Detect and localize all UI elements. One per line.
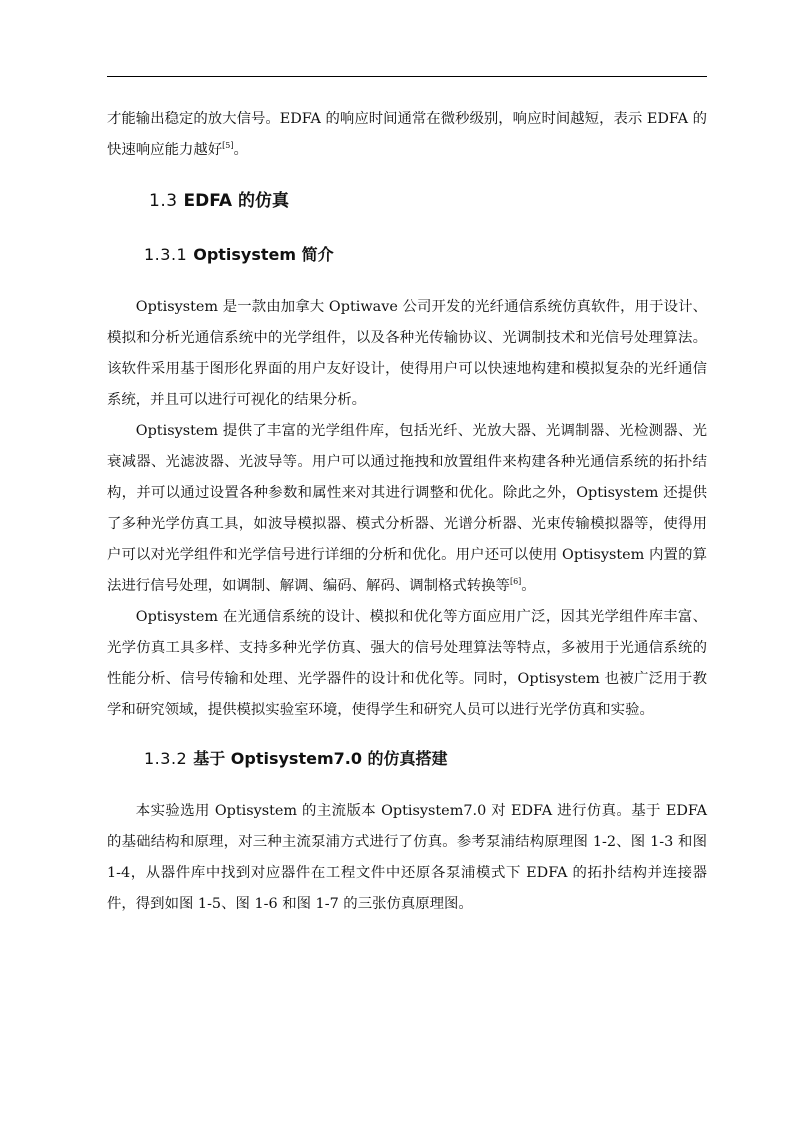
- section-title: EDFA 的仿真: [183, 191, 290, 211]
- subsection-number: 1.3.1: [144, 245, 188, 264]
- header-rule: [107, 76, 707, 77]
- subsection-title: Optisystem 简介: [193, 245, 334, 264]
- subsection-title: 基于 Optisystem7.0 的仿真搭建: [193, 749, 448, 768]
- subsection-number: 1.3.2: [144, 749, 188, 768]
- subsection-heading-1-3-1: [144, 234, 707, 278]
- paragraph-continued: [107, 104, 707, 166]
- citation-5: [5]: [222, 141, 234, 150]
- section-heading-1-3: [149, 178, 707, 234]
- paragraph-tail: 。: [521, 578, 536, 594]
- paragraph-applications: Optisystem 在光通信系统的设计、模拟和优化等方面应用广泛，因其光学组件库丰富、光学仿真工具多样、支持多种光学仿真、强大的信号处理算法等特点，多被用于光通信系统的性能分析、信号传输和处理、光学器件的设计和优化等。同时，Optisystem 也被广泛用于教学和研究领域，提供模拟实验室环境，使得学生和研究人员可以进行光学仿真和实验。: [107, 609, 707, 718]
- paragraph-text: 才能输出稳定的放大信号。EDFA 的响应时间通常在微秒级别，响应时间越短，表示 EDFA 的快速响应能力越好: [107, 111, 707, 158]
- paragraph-text: Optisystem 提供了丰富的光学组件库，包括光纤、光放大器、光调制器、光检测器、光衰减器、光滤波器、光波导等。用户可以通过拖拽和放置组件来构建各种光通信系统的拓扑结构，并可以通过设置各种参数和属性来对其进行调整和优化。除此之外，Optisystem 还提供了多种光学仿真工具，如波导模拟器、模式分析器、光谱分析器、光束传输模拟器等，使得用户可以对光学组件和光学信号进行详细的分析和优化。用户还可以使用 Optisystem 内置的算法进行信号处理，如调制、解调、编码、解码、调制格式转换等: [107, 423, 707, 594]
- subsection-heading-1-3-2: [144, 738, 707, 782]
- paragraph-component-library: [107, 416, 707, 602]
- section-number: 1.3: [149, 191, 178, 211]
- paragraph-simulation-setup: 本实验选用 Optisystem 的主流版本 Optisystem7.0 对 EDFA 进行仿真。基于 EDFA 的基础结构和原理，对三种主流泵浦方式进行了仿真。参考泵浦结构原理图 1-2、图 1-3 和图 1-4，从器件库中找到对应器件在工程文件中还原各泵浦模式下 EDFA 的拓扑结构并连接器件，得到如图 1-5、图 1-6 和图 1-7 的三张仿真原理图。: [107, 803, 707, 912]
- paragraph-optisystem-intro: Optisystem 是一款由加拿大 Optiwave 公司开发的光纤通信系统仿真软件，用于设计、模拟和分析光通信系统中的光学组件，以及各种光传输协议、光调制技术和光信号处理算法。该软件采用基于图形化界面的用户友好设计，使得用户可以快速地构建和模拟复杂的光纤通信系统，并且可以进行可视化的结果分析。: [107, 299, 707, 408]
- paragraph-tail: 。: [233, 142, 248, 158]
- citation-6: [6]: [509, 577, 522, 586]
- page-content: [107, 104, 707, 920]
